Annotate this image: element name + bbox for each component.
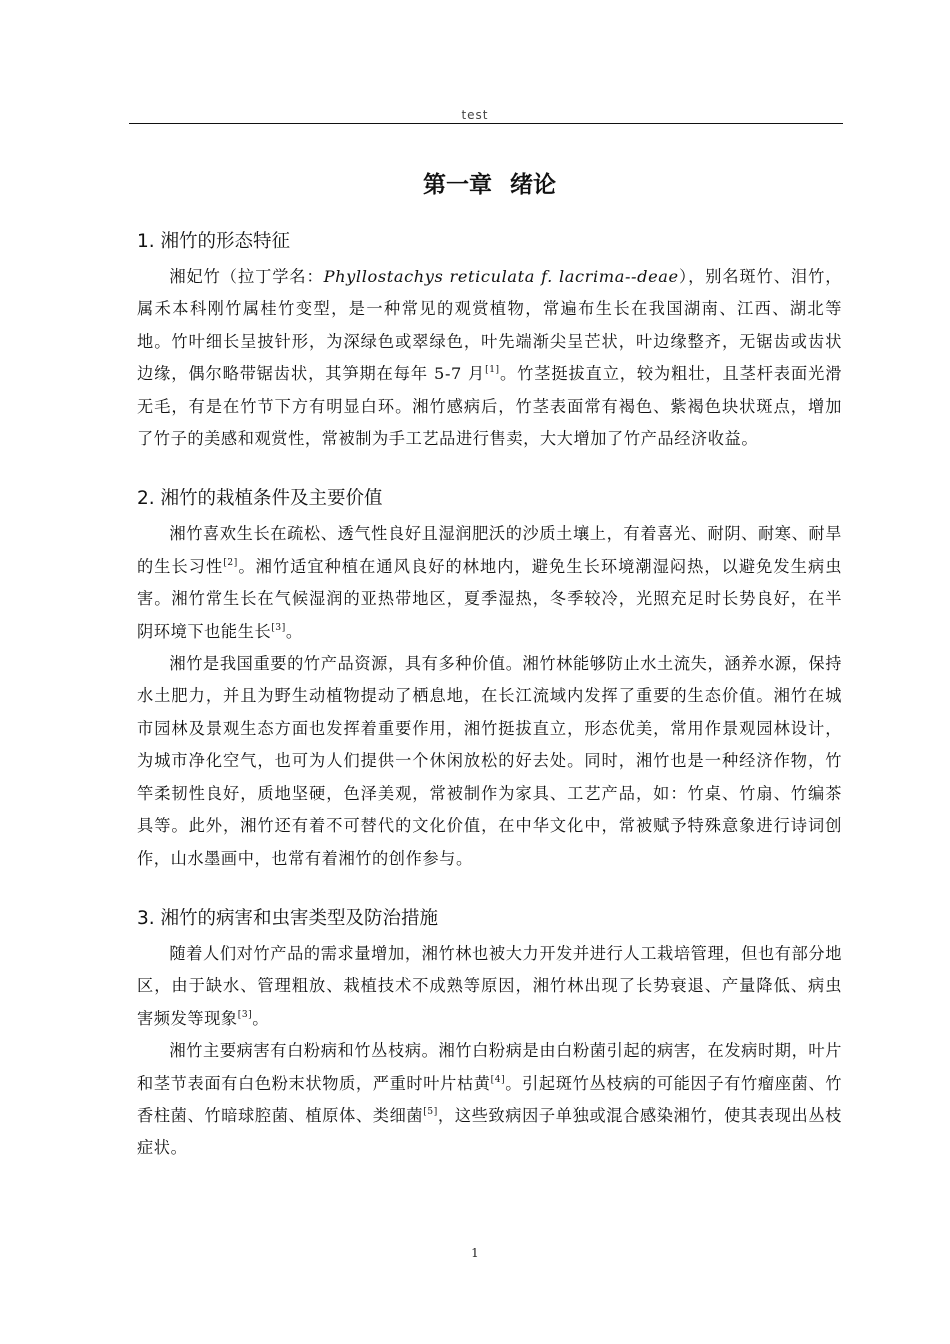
body-paragraph	[137, 938, 842, 1035]
sections-container	[137, 227, 842, 1165]
text-run: 湘竹喜欢生长在疏松、透气性良好且湿润肥沃的沙质土壤上，有着喜光、耐阴、耐寒、耐旱的生长习性	[137, 524, 842, 576]
text-run: ），别名斑竹、泪竹，属禾本科刚竹属桂竹变型，是一种常见的观赏植物，常遍布生长在我国湖南、江西、湖北等地。竹叶细长呈披针形，为深绿色或翠绿色，叶先端渐尖呈芒状，叶边缘整齐，无锯齿或齿状边缘，偶尔略带锯齿状，其笋期在每年 5-7 月	[137, 267, 842, 384]
section-1	[137, 227, 842, 455]
text-run: 随着人们对竹产品的需求量增加，湘竹林也被大力开发并进行人工栽培管理，但也有部分地区，由于缺水、管理粗放、栽植技术不成熟等原因，湘竹林出现了长势衰退、产量降低、病虫害频发等现象	[137, 943, 842, 1028]
citation-ref: [5]	[423, 1106, 438, 1117]
header-rule	[129, 123, 843, 124]
text-run: 。	[252, 1008, 270, 1028]
page-number: 1	[471, 1246, 479, 1260]
citation-ref: [1]	[485, 365, 500, 376]
section-3	[137, 904, 842, 1165]
latin-name: Phyllostachys reticulata f. lacrima--deae	[323, 267, 679, 286]
page-content	[137, 160, 842, 1194]
citation-ref: [3]	[271, 622, 286, 633]
section-title: 1. 湘竹的形态特征	[137, 231, 291, 252]
section-title: 2. 湘竹的栽植条件及主要价值	[137, 488, 383, 510]
citation-ref: [2]	[223, 557, 238, 568]
text-run: 湘妃竹（拉丁学名：	[169, 267, 324, 286]
section-2	[137, 484, 842, 874]
text-run: 。湘竹适宜种植在通风良好的林地内，避免生长环境潮湿闷热，以避免发生病虫害。湘竹常生长在气候湿润的亚热带地区，夏季湿热，冬季较冷，光照充足时长势良好，在半阴环境下也能生长	[137, 556, 843, 641]
body-paragraph	[137, 1035, 842, 1165]
text-run: 。引起斑竹丛枝病的可能因子有竹瘤座菌、竹香柱菌、竹暗球腔菌、植原体、类细菌	[137, 1073, 842, 1125]
chapter-title: 第一章 绪论	[422, 172, 556, 198]
text-run: 湘竹是我国重要的竹产品资源，具有多种价值。湘竹林能够防止水土流失，涵养水源，保持水土肥力，并且为野生动植物提动了栖息地，在长江流域内发挥了重要的生态价值。湘竹在城市园林及景观生态方面也发挥着重要作用，湘竹挺拔直立，形态优美，常用作景观园林设计，为城市净化空气，也可为人们提供一个休闲放松的好去处。同时，湘竹也是一种经济作物，竹竿柔韧性良好，质地坚硬，色泽美观，常被制作为家具、工艺产品，如：竹桌、竹扇、竹编茶具等。此外，湘竹还有着不可替代的文化价值，在中华文化中，常被赋予特殊意象进行诗词创作，山水墨画中，也常有着湘竹的创作参与。	[137, 654, 842, 868]
citation-ref: [3]	[237, 1009, 253, 1020]
body-paragraph	[137, 518, 842, 648]
running-header: test	[461, 108, 489, 122]
text-run: ，这些致病因子单独或混合感染湘竹，使其表现出丛枝症状。	[137, 1105, 842, 1158]
text-run: 湘竹主要病害有白粉病和竹丛枝病。湘竹白粉病是由白粉菌引起的病害，在发病时期，叶片和茎节表面有白色粉末状物质，严重时叶片枯黄	[137, 1041, 842, 1093]
section-title: 3. 湘竹的病害和虫害类型及防治措施	[137, 907, 439, 929]
text-run: 。	[285, 621, 303, 641]
body-paragraph	[137, 261, 842, 455]
body-paragraph	[137, 648, 842, 875]
text-run: 。竹茎挺拔直立，较为粗壮，且茎杆表面光滑无毛，有是在竹节下方有明显白环。湘竹感病后，竹茎表面常有褐色、紫褐色块状斑点，增加了竹子的美感和观赏性，常被制为手工艺品进行售卖，大大增加了竹产品经济收益。	[137, 364, 842, 449]
citation-ref: [4]	[490, 1074, 506, 1085]
